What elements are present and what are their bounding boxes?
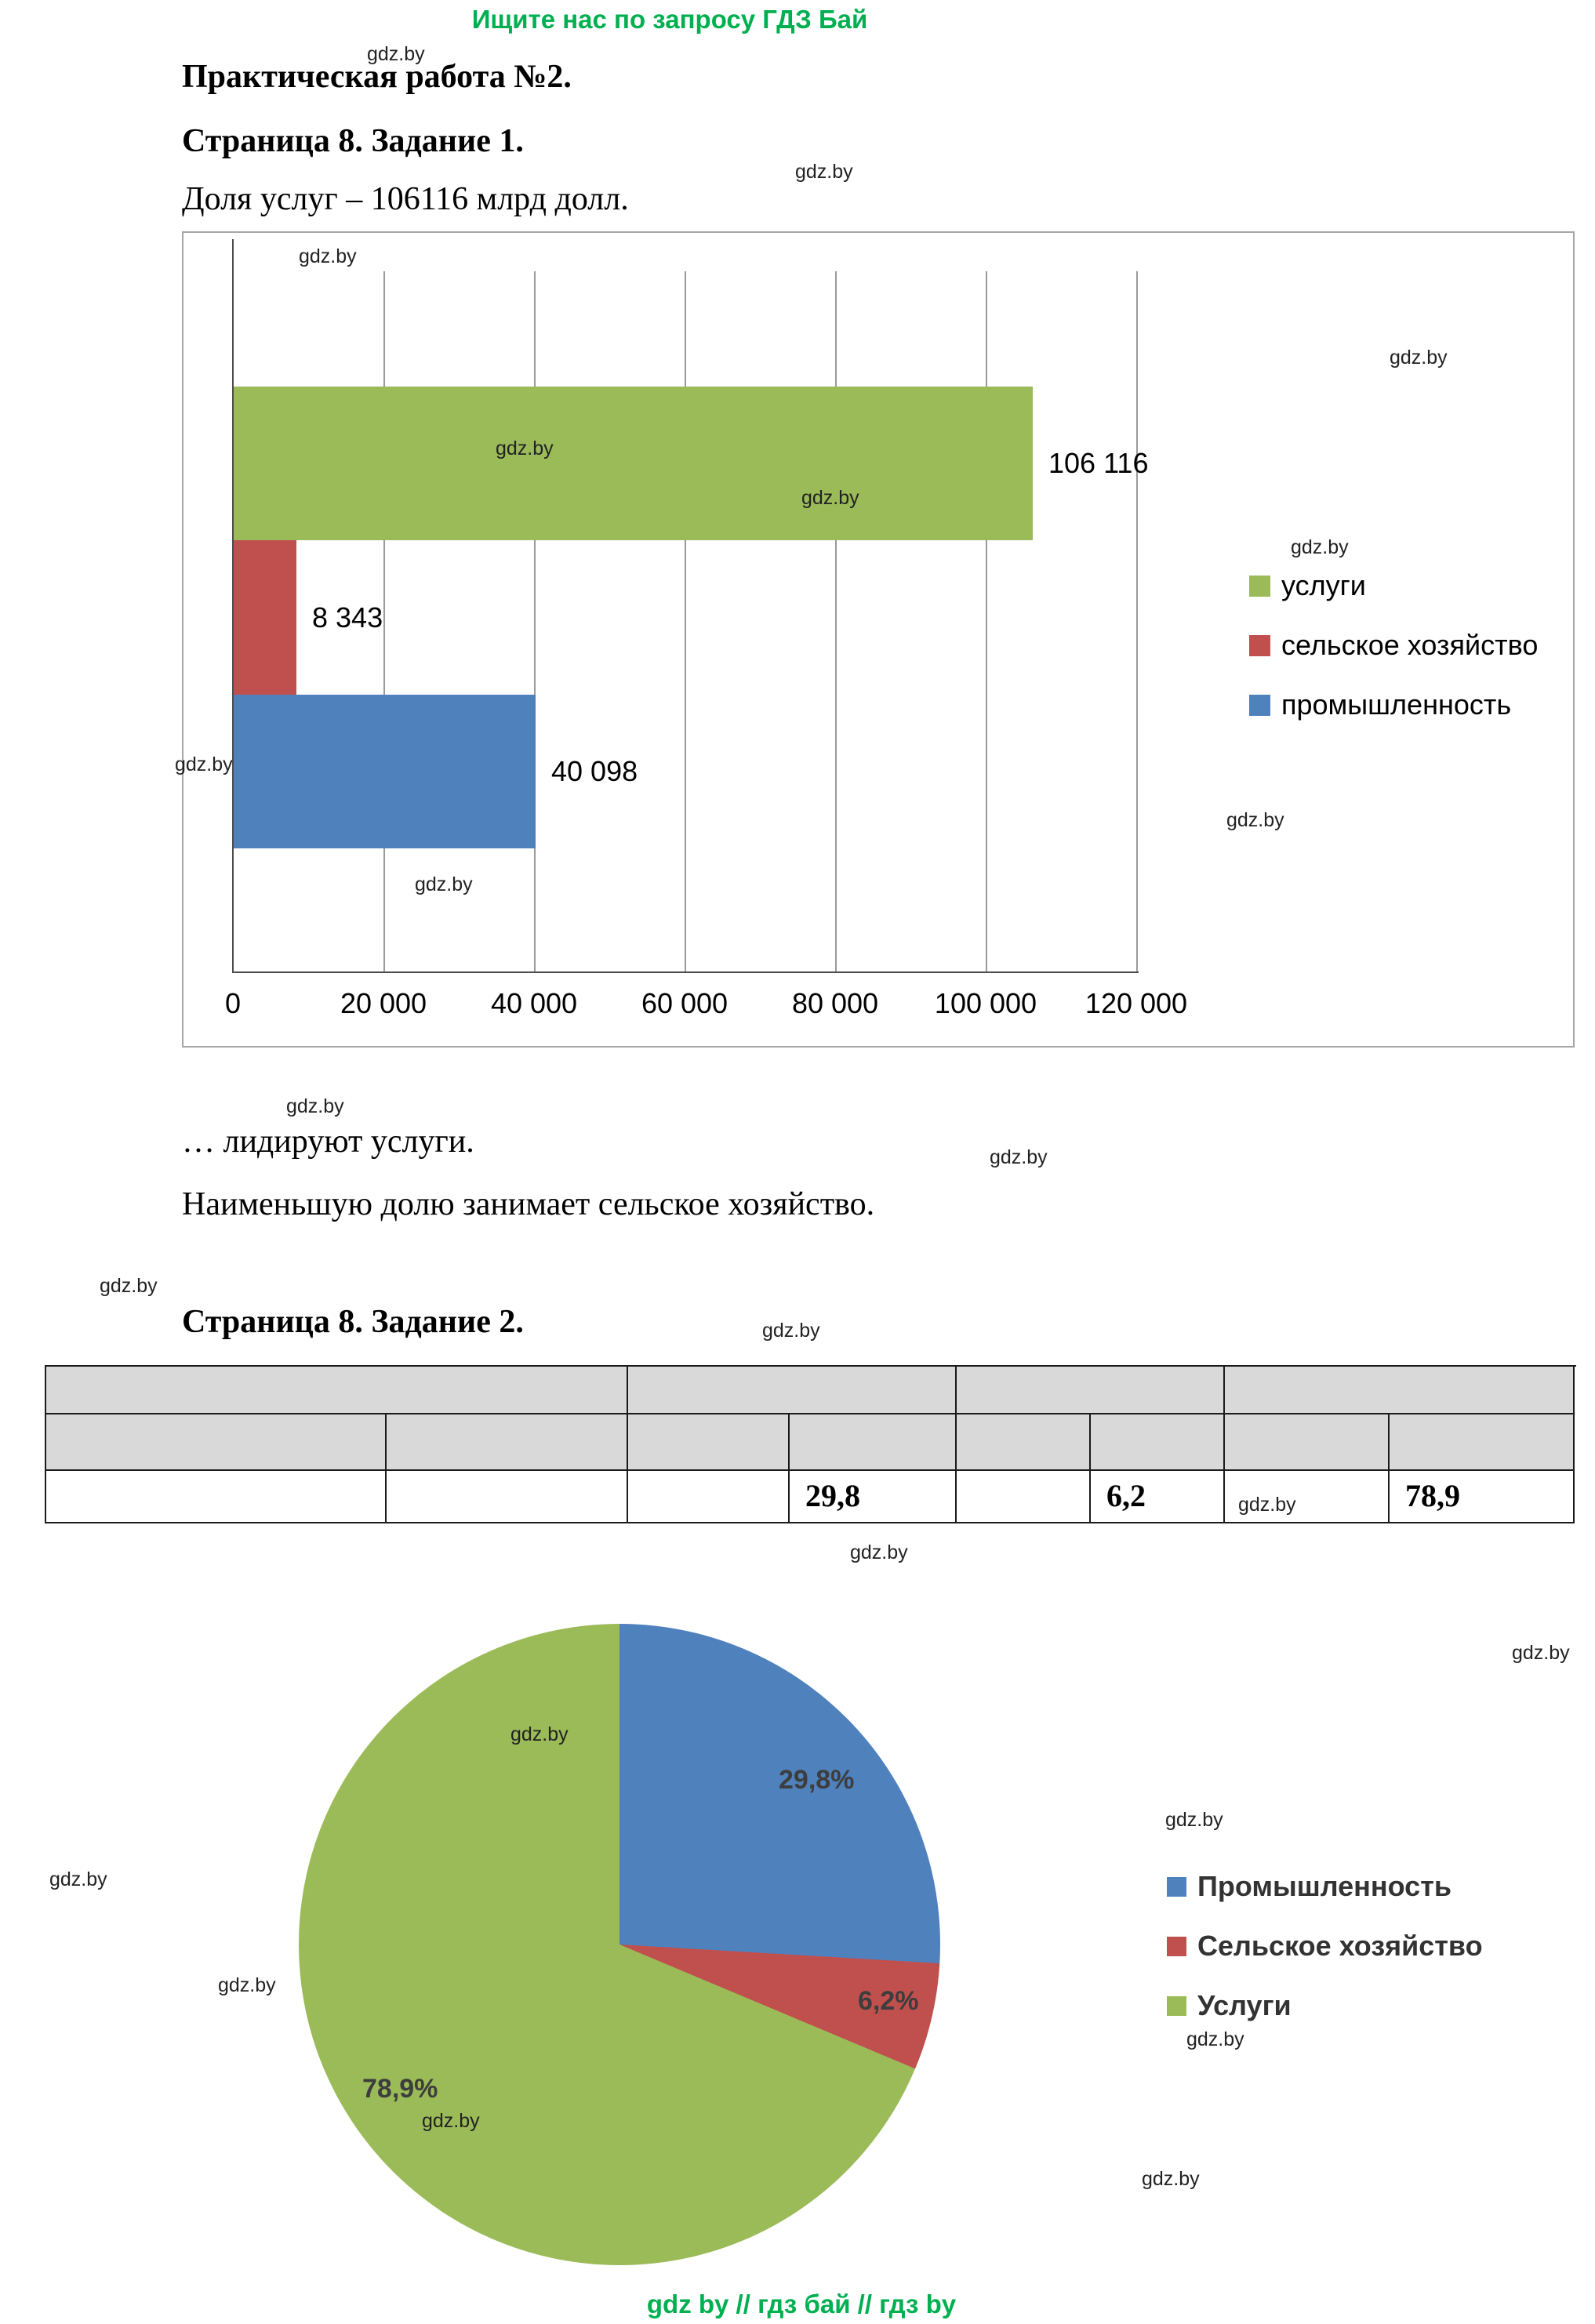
pie-legend-item-agriculture xyxy=(1167,1929,1483,1963)
table-cell xyxy=(46,1471,387,1523)
bar-value-services: 106 116 xyxy=(1048,447,1149,479)
x-tick-label: 0 xyxy=(224,987,242,1019)
table-row xyxy=(46,1367,1576,1414)
bar-chart xyxy=(182,231,1575,1048)
x-tick-label: 80 000 xyxy=(791,987,879,1019)
bar-industry xyxy=(234,695,536,848)
pie-legend-swatch-agriculture xyxy=(1167,1937,1186,1956)
pie-legend-label-services: Услуги xyxy=(1197,1989,1292,2021)
gdz-watermark: gdz.by xyxy=(422,2110,480,2132)
gdz-watermark: gdz.by xyxy=(415,873,473,895)
gdz-watermark: gdz.by xyxy=(795,161,853,183)
gdz-watermark: gdz.by xyxy=(496,438,554,459)
gdz-watermark: gdz.by xyxy=(299,245,357,267)
gdz-watermark: gdz.by xyxy=(100,1275,158,1297)
conclusion-1: … лидируют услуги. xyxy=(182,1124,474,1160)
gdz-watermark: gdz.by xyxy=(762,1320,820,1342)
task1-answer: Доля услуг – 106116 млрд долл. xyxy=(182,181,629,217)
gridline xyxy=(835,271,837,971)
table-cell xyxy=(628,1471,790,1523)
pie-legend xyxy=(1167,1869,1483,2048)
gridline xyxy=(1136,271,1138,971)
bar-services xyxy=(234,387,1033,540)
legend-swatch-industry xyxy=(1249,695,1270,716)
task1-heading: Страница 8. Задание 1. xyxy=(182,123,524,159)
legend-item-services xyxy=(1249,568,1538,603)
table-cell-services-share: 78,9 xyxy=(1390,1471,1575,1523)
gdz-watermark: gdz.by xyxy=(1186,2028,1244,2050)
pie-label-services: 78,9% xyxy=(362,2074,438,2104)
gdz-watermark: gdz.by xyxy=(1238,1494,1296,1516)
pie-legend-label-industry: Промышленность xyxy=(1197,1870,1451,1902)
legend-label-services: услуги xyxy=(1281,569,1366,601)
gdz-watermark: gdz.by xyxy=(1512,1642,1570,1664)
gdz-watermark: gdz.by xyxy=(801,487,859,509)
gdz-watermark: gdz.by xyxy=(286,1095,344,1117)
table-cell-industry-share: 29,8 xyxy=(790,1471,957,1523)
gdz-watermark: gdz.by xyxy=(367,43,425,65)
table-cell xyxy=(957,1414,1091,1471)
legend-label-agriculture: сельское хозяйство xyxy=(1281,629,1539,661)
pie-chart xyxy=(299,1624,940,2265)
x-tick-label: 60 000 xyxy=(641,987,728,1019)
gdz-watermark: gdz.by xyxy=(1291,536,1349,558)
gdz-watermark: gdz.by xyxy=(1390,347,1448,369)
x-tick-label: 120 000 xyxy=(1085,987,1188,1019)
table-cell-agriculture-share: 6,2 xyxy=(1091,1471,1225,1523)
gdz-watermark: gdz.by xyxy=(850,1541,908,1563)
table-cell xyxy=(957,1367,1225,1414)
gdz-watermark: gdz.by xyxy=(1165,1809,1223,1831)
x-tick-label: 20 000 xyxy=(340,987,427,1019)
pie-legend-item-services xyxy=(1167,1988,1483,2023)
x-tick-label: 40 000 xyxy=(490,987,578,1019)
doc-title: Практическая работа №2. xyxy=(182,59,572,95)
gdz-watermark: gdz.by xyxy=(1142,2168,1200,2190)
table-cell xyxy=(628,1414,790,1471)
table-cell xyxy=(628,1367,957,1414)
table-cell xyxy=(957,1471,1091,1523)
gridline xyxy=(534,271,536,971)
legend-item-industry xyxy=(1249,688,1538,722)
table-cell xyxy=(387,1471,628,1523)
gdz-watermark: gdz.by xyxy=(990,1146,1048,1168)
table-cell xyxy=(46,1414,387,1471)
gdz-watermark: gdz.by xyxy=(510,1723,569,1745)
task2-heading: Страница 8. Задание 2. xyxy=(182,1304,524,1340)
pie-label-industry: 29,8% xyxy=(779,1765,855,1795)
conclusion-2: Наименьшую долю занимает сельское хозяйство. xyxy=(182,1186,875,1222)
table-cell xyxy=(1225,1367,1575,1414)
table-row xyxy=(46,1414,1576,1471)
pie-legend-item-industry xyxy=(1167,1869,1483,1904)
legend-swatch-services xyxy=(1249,576,1270,597)
gridline xyxy=(685,271,686,971)
pie-legend-swatch-industry xyxy=(1167,1877,1186,1897)
promo-header: Ищите нас по запросу ГДЗ Бай xyxy=(471,5,868,34)
table-cell xyxy=(1091,1414,1225,1471)
x-axis xyxy=(232,971,1139,973)
table-cell xyxy=(387,1414,628,1471)
legend-swatch-agriculture xyxy=(1249,635,1270,656)
legend-label-industry: промышленность xyxy=(1281,688,1512,721)
promo-footer: gdz by // гдз бай // гдз by xyxy=(646,2290,957,2319)
gridline xyxy=(986,271,987,971)
gdz-watermark: gdz.by xyxy=(218,1974,276,1996)
table-cell xyxy=(46,1367,628,1414)
task2-table xyxy=(45,1365,1576,1523)
bar-agriculture xyxy=(234,540,296,695)
legend-item-agriculture xyxy=(1249,628,1538,663)
table-row xyxy=(46,1471,1576,1523)
pie-legend-swatch-services xyxy=(1167,1996,1186,2016)
pie-label-agriculture: 6,2% xyxy=(858,1986,919,2016)
bar-chart-legend xyxy=(1249,568,1538,747)
bar-value-industry: 40 098 xyxy=(551,755,638,787)
table-cell xyxy=(1225,1414,1390,1471)
x-tick-label: 100 000 xyxy=(934,987,1037,1019)
gdz-watermark: gdz.by xyxy=(1226,809,1284,831)
pie-legend-label-agriculture: Сельское хозяйство xyxy=(1197,1930,1483,1962)
table-cell xyxy=(790,1414,957,1471)
gdz-watermark: gdz.by xyxy=(175,753,233,775)
table-cell xyxy=(1390,1414,1575,1471)
gdz-watermark: gdz.by xyxy=(49,1868,107,1890)
gridline xyxy=(383,271,385,971)
bar-value-agriculture: 8 343 xyxy=(312,601,383,634)
